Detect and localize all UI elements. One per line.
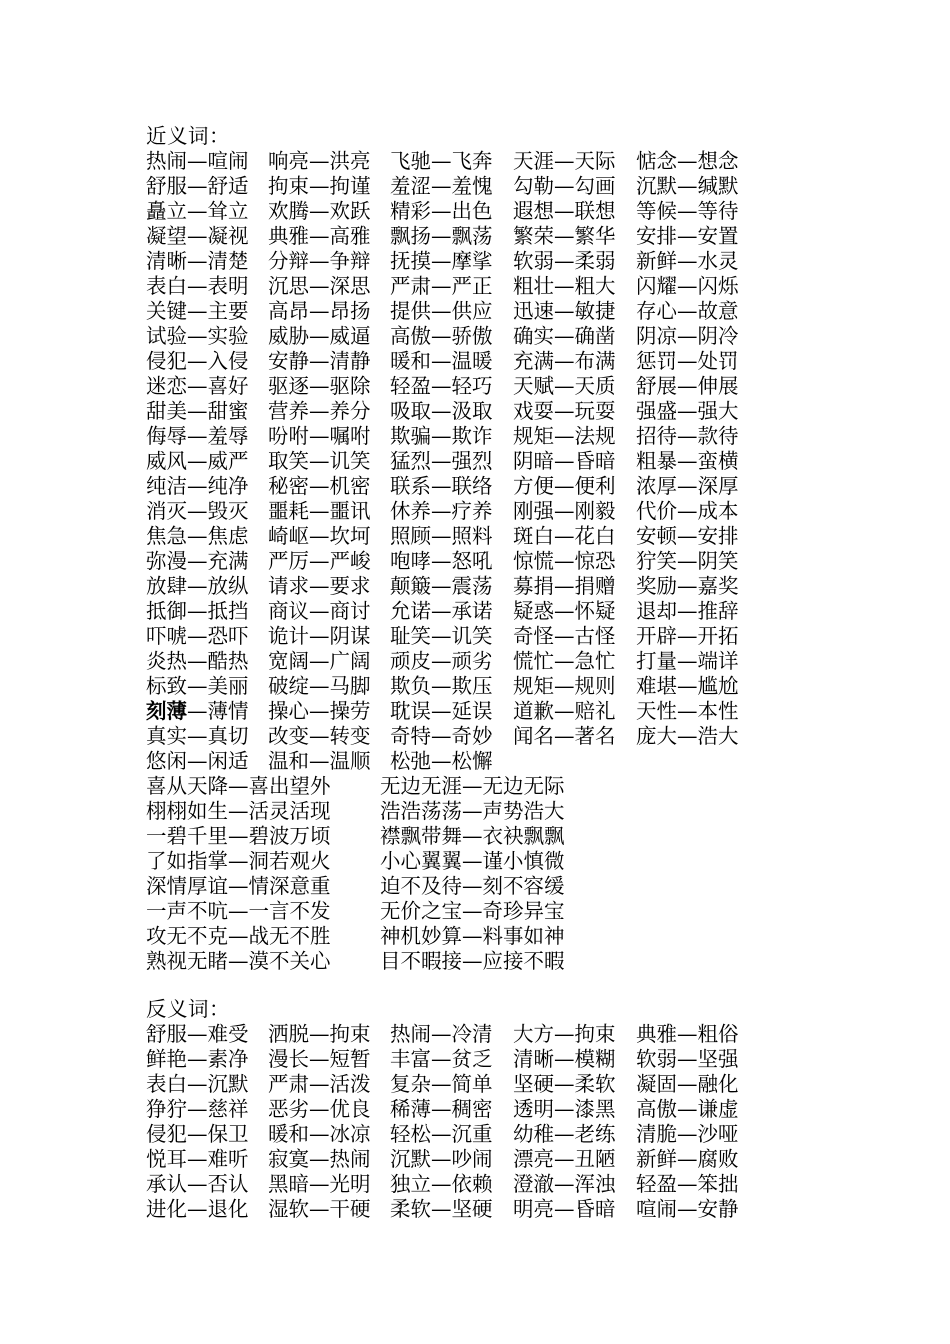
word-pair: 奇特—奇妙 [390,724,493,748]
word-pair: 弥漫—充满 [146,549,249,573]
idiom-pair: 熟视无睹—漠不关心 [146,949,331,973]
word-pair: 庞大—浩大 [636,724,739,748]
word-pair: 斑白—花白 [513,524,616,548]
word-pair: 透明—漆黑 [513,1097,616,1121]
idiom-pair: 小心翼翼—谨小慎微 [380,849,565,873]
word-pair: 试验—实验 [146,324,249,348]
word-pair: 惩罚—处罚 [636,349,739,373]
word-pair: 营养—养分 [268,399,371,423]
word-pair: 矗立—耸立 [146,199,249,223]
word-pair: 纯洁—纯净 [146,474,249,498]
word-pair: 秘密—机密 [268,474,371,498]
idiom-pair: 神机妙算—料事如神 [380,924,565,948]
word-pair: 崎岖—坎坷 [268,524,371,548]
word-pair: 消灭—毁灭 [146,499,249,523]
word-pair: 安排—安置 [636,224,739,248]
word-pair: 凝固—融化 [636,1072,739,1096]
word-pair: 复杂—简单 [390,1072,493,1096]
word-pair: 喧闹—安静 [636,1197,739,1221]
word-pair: 湿软—干硬 [268,1197,371,1221]
word-pair: 舒服—难受 [146,1022,249,1046]
word-pair: 吩咐—嘱咐 [268,424,371,448]
word-pair: 存心—故意 [636,299,739,323]
idiom-pair: 无价之宝—奇珍异宝 [380,899,565,923]
word-pair: 严肃—活泼 [268,1072,371,1096]
word-pair: 迅速—敏捷 [513,299,616,323]
word-pair: 悠闲—闲适 [146,749,249,773]
word-pair: 操心—操劳 [268,699,371,723]
word-pair: 放肆—放纵 [146,574,249,598]
word-pair: 浓厚—深厚 [636,474,739,498]
word-pair: 驱逐—驱除 [268,374,371,398]
word-pair: 代价—成本 [636,499,739,523]
idiom-pair: 无边无涯—无边无际 [380,774,565,798]
word-pair: 吸取—汲取 [390,399,493,423]
word-pair: 凝望—凝视 [146,224,249,248]
word-pair: 真实—真切 [146,724,249,748]
word-pair: 悦耳—难听 [146,1147,249,1171]
word-pair: 舒展—伸展 [636,374,739,398]
word-pair: 标致—美丽 [146,674,249,698]
word-pair: 轻盈—笨拙 [636,1172,739,1196]
word-pair: 舒服—舒适 [146,174,249,198]
word-pair: 沉默—缄默 [636,174,739,198]
word-pair: 募捐—捐赠 [513,574,616,598]
word-pair: 分辩—争辩 [268,249,371,273]
word-pair: 休养—疗养 [390,499,493,523]
word-pair: 精彩—出色 [390,199,493,223]
idiom-pair: 迫不及待—刻不容缓 [380,874,565,898]
word-pair: 粗暴—蛮横 [636,449,739,473]
word-pair [146,699,249,724]
word-pair: 繁荣—繁华 [513,224,616,248]
idiom-pair: 喜从天降—喜出望外 [146,774,331,798]
word-pair: 严厉—严峻 [268,549,371,573]
word-pair: 高傲—谦虚 [636,1097,739,1121]
word-pair: 独立—依赖 [390,1172,493,1196]
word-pair: 轻盈—轻巧 [390,374,493,398]
word-pair: 温和—温顺 [268,749,371,773]
word-pair: 取笑—讥笑 [268,449,371,473]
word-pair: 商议—商讨 [268,599,371,623]
word-pair: 规矩—法规 [513,424,616,448]
word-pair: 表白—沉默 [146,1072,249,1096]
word-pair: 戏耍—玩耍 [513,399,616,423]
word-pair: 炎热—酷热 [146,649,249,673]
idiom-pair: 浩浩荡荡—声势浩大 [380,799,565,823]
word-pair: 柔软—坚硬 [390,1197,493,1221]
word-pair: 拘束—拘谨 [268,174,371,198]
word-pair: 开辟—开拓 [636,624,739,648]
word-pair: 侵犯—入侵 [146,349,249,373]
word-pair: 高傲—骄傲 [390,324,493,348]
word-pair: 咆哮—怒吼 [390,549,493,573]
word-pair: 稀薄—稠密 [390,1097,493,1121]
word-pair: 欢腾—欢跃 [268,199,371,223]
word-pair: 飘扬—飘荡 [390,224,493,248]
word-pair: 规矩—规则 [513,674,616,698]
word-pair: 提供—供应 [390,299,493,323]
word-pair: 响亮—洪亮 [268,149,371,173]
word-pair: 暖和—冰凉 [268,1122,371,1146]
word-pair: 清晰—模糊 [513,1047,616,1071]
word-pair: 严肃—严正 [390,274,493,298]
word-pair: 阴凉—阴冷 [636,324,739,348]
bold-word: 刻薄 [146,699,187,723]
word-pair: 联系—联络 [390,474,493,498]
word-pair: 请求—要求 [268,574,371,598]
word-pair: 沉默—吵闹 [390,1147,493,1171]
idiom-pair: 栩栩如生—活灵活现 [146,799,331,823]
word-pair: 粗壮—粗大 [513,274,616,298]
word-pair: 照顾—照料 [390,524,493,548]
word-pair: 欺负—欺压 [390,674,493,698]
word-pair-rest: —薄情 [187,699,249,723]
word-pair: 闪耀—闪烁 [636,274,739,298]
word-pair: 惦念—想念 [636,149,739,173]
word-pair: 狞笑—阴笑 [636,549,739,573]
word-pair: 恶劣—优良 [268,1097,371,1121]
word-pair: 猛烈—强烈 [390,449,493,473]
word-pair: 抚摸—摩挲 [390,249,493,273]
word-pair: 清晰—清楚 [146,249,249,273]
word-pair: 勾勒—勾画 [513,174,616,198]
word-pair: 打量—端详 [636,649,739,673]
word-pair: 进化—退化 [146,1197,249,1221]
word-pair: 沉思—深思 [268,274,371,298]
word-pair: 奖励—嘉奖 [636,574,739,598]
word-pair: 软弱—柔弱 [513,249,616,273]
word-pair: 漂亮—丑陋 [513,1147,616,1171]
word-pair: 天涯—天际 [513,149,616,173]
word-pair: 颠簸—震荡 [390,574,493,598]
word-pair: 软弱—坚强 [636,1047,739,1071]
word-pair: 允诺—承诺 [390,599,493,623]
word-pair: 天赋—天质 [513,374,616,398]
word-pair: 承认—否认 [146,1172,249,1196]
word-pair: 威胁—威逼 [268,324,371,348]
word-pair: 侮辱—羞辱 [146,424,249,448]
word-pair: 典雅—粗俗 [636,1022,739,1046]
word-pair: 狰狞—慈祥 [146,1097,249,1121]
word-pair: 侵犯—保卫 [146,1122,249,1146]
word-pair: 鲜艳—素净 [146,1047,249,1071]
word-pair: 闻名—著名 [513,724,616,748]
word-pair: 改变—转变 [268,724,371,748]
word-pair: 退却—推辞 [636,599,739,623]
word-pair: 诡计—阴谋 [268,624,371,648]
word-pair: 疑惑—怀疑 [513,599,616,623]
word-pair: 招待—款待 [636,424,739,448]
word-pair: 迷恋—喜好 [146,374,249,398]
word-pair: 充满—布满 [513,349,616,373]
word-pair: 典雅—高雅 [268,224,371,248]
word-pair: 难堪—尴尬 [636,674,739,698]
word-pair: 安静—清静 [268,349,371,373]
word-pair: 慌忙—急忙 [513,649,616,673]
word-pair: 洒脱—拘束 [268,1022,371,1046]
word-pair: 道歉—赔礼 [513,699,616,723]
word-pair: 等候—等待 [636,199,739,223]
word-pair: 新鲜—水灵 [636,249,739,273]
word-pair: 羞涩—羞愧 [390,174,493,198]
word-pair: 吓唬—恐吓 [146,624,249,648]
word-pair: 方便—便利 [513,474,616,498]
word-pair: 安顿—安排 [636,524,739,548]
word-pair: 热闹—冷清 [390,1022,493,1046]
word-pair: 确实—确凿 [513,324,616,348]
word-pair: 明亮—昏暗 [513,1197,616,1221]
idiom-pair: 深情厚谊—情深意重 [146,874,331,898]
word-pair: 关键—主要 [146,299,249,323]
idiom-pair: 目不暇接—应接不暇 [380,949,565,973]
word-pair: 强盛—强大 [636,399,739,423]
antonyms-heading: 反义词： [146,997,230,1021]
word-pair: 欺骗—欺诈 [390,424,493,448]
synonyms-heading: 近义词： [146,124,230,148]
idiom-pair: 了如指掌—洞若观火 [146,849,331,873]
word-pair: 阴暗—昏暗 [513,449,616,473]
word-pair: 耽误—延误 [390,699,493,723]
word-pair: 黑暗—光明 [268,1172,371,1196]
word-pair: 高昂—昂扬 [268,299,371,323]
idiom-pair: 一碧千里—碧波万顷 [146,824,331,848]
word-pair: 惊慌—惊恐 [513,549,616,573]
word-pair: 大方—拘束 [513,1022,616,1046]
word-pair: 耻笑—讥笑 [390,624,493,648]
word-pair: 天性—本性 [636,699,739,723]
word-pair: 遐想—联想 [513,199,616,223]
word-pair: 漫长—短暂 [268,1047,371,1071]
word-pair: 宽阔—广阔 [268,649,371,673]
word-pair: 清脆—沙哑 [636,1122,739,1146]
word-pair: 威风—威严 [146,449,249,473]
word-pair: 丰富—贫乏 [390,1047,493,1071]
idiom-pair: 攻无不克—战无不胜 [146,924,331,948]
word-pair: 破绽—马脚 [268,674,371,698]
word-pair: 幼稚—老练 [513,1122,616,1146]
word-pair: 新鲜—腐败 [636,1147,739,1171]
word-pair: 寂寞—热闹 [268,1147,371,1171]
word-pair: 坚硬—柔软 [513,1072,616,1096]
word-pair: 热闹—喧闹 [146,149,249,173]
word-pair: 飞驰—飞奔 [390,149,493,173]
word-pair: 奇怪—古怪 [513,624,616,648]
idiom-pair: 襟飘带舞—衣袂飘飘 [380,824,565,848]
word-pair: 刚强—刚毅 [513,499,616,523]
word-pair: 澄澈—浑浊 [513,1172,616,1196]
word-pair: 甜美—甜蜜 [146,399,249,423]
word-pair: 焦急—焦虑 [146,524,249,548]
word-pair: 抵御—抵挡 [146,599,249,623]
word-pair: 暖和—温暖 [390,349,493,373]
word-pair: 表白—表明 [146,274,249,298]
word-pair: 噩耗—噩讯 [268,499,371,523]
word-pair: 顽皮—顽劣 [390,649,493,673]
word-pair: 松弛—松懈 [390,749,493,773]
word-pair: 轻松—沉重 [390,1122,493,1146]
idiom-pair: 一声不吭—一言不发 [146,899,331,923]
